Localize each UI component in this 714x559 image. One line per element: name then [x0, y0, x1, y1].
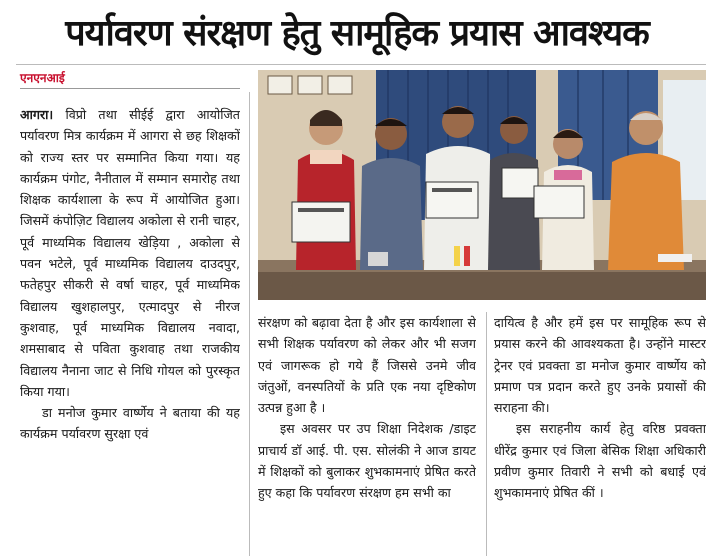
column-divider-1	[249, 92, 250, 556]
headline: पर्यावरण संरक्षण हेतु सामूहिक प्रयास आवश्यक	[65, 12, 649, 54]
article-text-1: विप्रो तथा सीईई द्वारा आयोजित पर्यावरण मित्र कार्यक्रम में आगरा से छह शिक्षकों को राज्य स्तर पर सम्मानित किया गया। यह कार्यक्रम पंगोट, नैनीताल में सम्मान समारोह तथा शिक्षक कार्यशाला के रूप में आयोजित हुआ। जिसमें कंपोज़िट विद्यालय अकोला से रानी चाहर, पूर्व माध्यमिक विद्यालय खेड़िया , अकोला से पवन भटेले, पूर्व माध्यमिक विद्यालय दाउदपुर, फतेहपुर सीकरी से वर्षा चाहर, पूर्व माध्यमिक विद्यालय खुशहालपुर, एत्मादपुर से नीरज कुशवाह, पूर्व माध्यमिक विद्यालय नवादा, शमसाबाद से पविता कुशवाह तथा राजकीय विद्यालय नैनाना जाट से निधि गोयल को पुरस्कृत किया गया।	[20, 107, 240, 399]
article-column-3	[494, 312, 706, 558]
article-paragraph-6: इस सराहनीय कार्य हेतु वरिष्ठ प्रवक्ता धीरेंद्र कुमार एवं जिला बेसिक शिक्षा अधिकारी प्रवीण कुमार तिवारी ने सभी को बधाई एवं शुभकामनाएं प्रेषित कीं ।	[494, 421, 706, 501]
group-photo-certificate-ceremony-icon	[258, 70, 706, 300]
agency-label: एनएनआई	[20, 71, 65, 85]
column-divider-2	[486, 312, 487, 556]
article-paragraph-1	[20, 104, 240, 402]
article-column-1	[20, 104, 240, 556]
dateline: आगरा।	[20, 107, 54, 122]
article-paragraph-4: इस अवसर पर उप शिक्षा निदेशक /डाइट प्राचार्य डॉ आई. पी. एस. सोलंकी ने आज डायट में शिक्षकों को बुलाकर शुभकामनाएं प्रेषित करते हुए कहा कि पर्यावरण संरक्षण हम सभी का	[258, 421, 476, 501]
article-paragraph-3: संरक्षण को बढ़ावा देता है और इस कार्यशाला से सभी शिक्षक पर्यावरण को लेकर और भी सजग एवं जागरूक हो गये हैं जिससे उनमे जीव जंतुओं, वनस्पतियों के प्रति एक नया दृष्टिकोण उत्पन्न हुआ है ।	[258, 315, 476, 416]
group-photo	[258, 70, 706, 300]
article-column-2	[258, 312, 476, 558]
article-paragraph-2: डा मनोज कुमार वार्ष्णेय ने बताया की यह कार्यक्रम पर्यावरण सुरक्षा एवं	[20, 405, 240, 442]
agency-rule	[20, 88, 240, 89]
headline-rule	[16, 64, 706, 65]
article-paragraph-5: दायित्व है और हमें इस पर सामूहिक रूप से प्रयास करने की आवश्यकता है। उन्होंने मास्टर ट्रेनर एवं प्रवक्ता डा मनोज कुमार वार्ष्णेय को प्रमाण पत्र प्रदान करते हुए उनके प्रयासों की सराहना की।	[494, 315, 706, 416]
